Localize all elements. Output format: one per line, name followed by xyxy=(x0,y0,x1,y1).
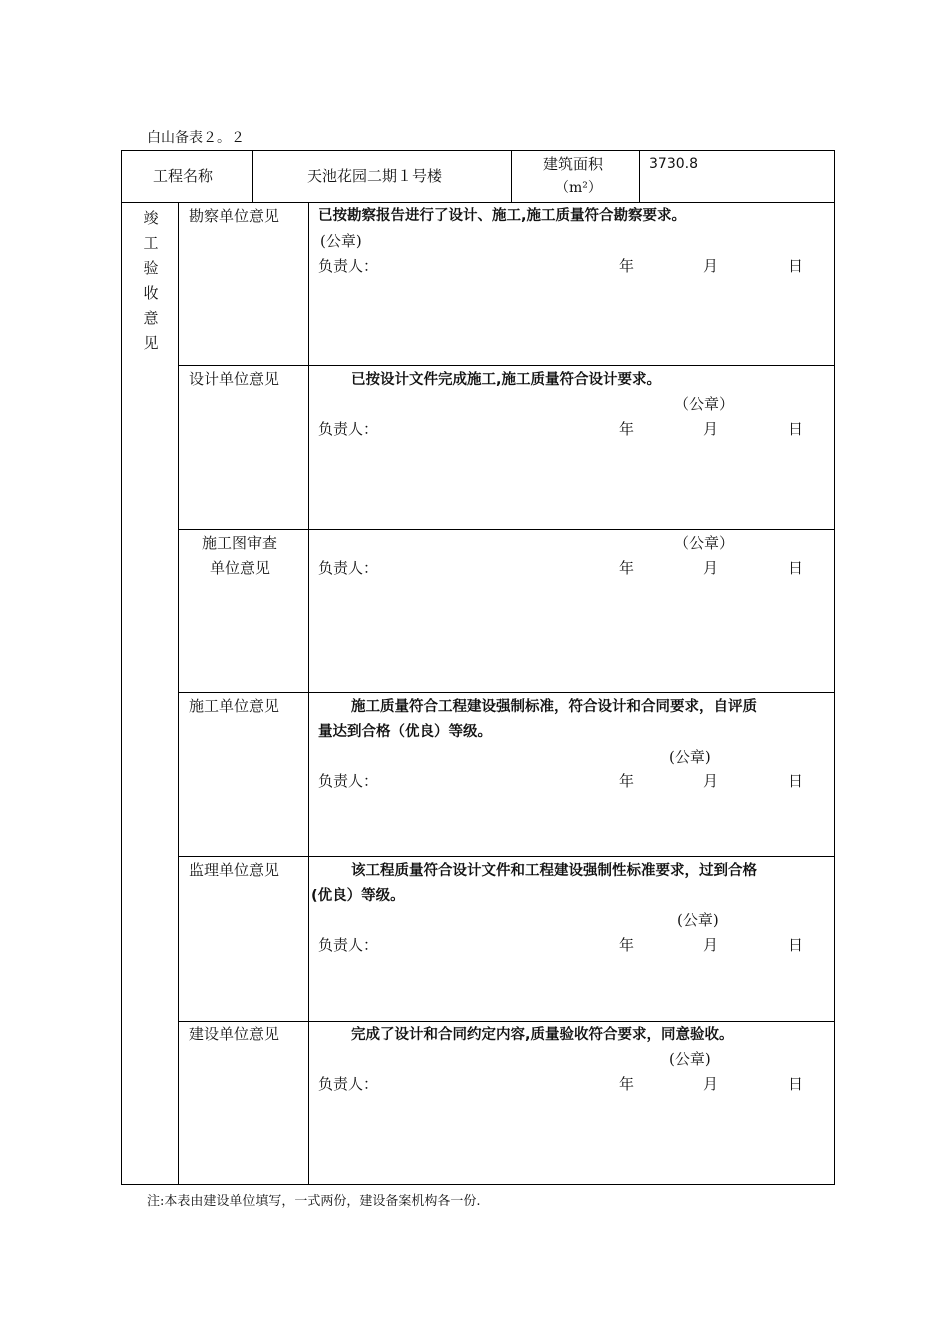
supervision-month: 月 xyxy=(703,936,719,954)
area-value: 3730.8 xyxy=(649,156,698,172)
drawing-review-year: 年 xyxy=(619,559,635,577)
construction-unit-label: 施工单位意见 xyxy=(189,697,280,715)
header-col-divider-2 xyxy=(511,151,512,202)
supervision-year: 年 xyxy=(619,936,635,954)
construction-responsible: 负责人： xyxy=(318,772,379,790)
supervision-opinion-1: 该工程质量符合设计文件和工程建设强制性标准要求，过到合格 xyxy=(351,863,757,879)
design-responsible: 负责人： xyxy=(318,420,379,438)
design-day: 日 xyxy=(788,420,804,438)
drawing-review-seal: （公章） xyxy=(674,534,735,552)
design-unit-label: 设计单位意见 xyxy=(189,370,280,388)
area-label: 建筑面积 xyxy=(543,155,604,173)
supervision-seal: (公章) xyxy=(677,911,719,929)
construction-seal: (公章) xyxy=(669,748,711,766)
label-col-divider xyxy=(308,202,309,1185)
row-divider-1 xyxy=(178,365,834,366)
drawing-review-responsible: 负责人： xyxy=(318,559,379,577)
row-divider-2 xyxy=(178,529,834,530)
side-char: 工 xyxy=(143,234,159,252)
supervision-day: 日 xyxy=(788,936,804,954)
side-col-divider xyxy=(178,202,179,1185)
construction-opinion-1: 施工质量符合工程建设强制标准，符合设计和合同要求，自评质 xyxy=(351,699,757,715)
header-col-divider-3 xyxy=(639,151,640,202)
construction-opinion-2: 量达到合格（优良）等级。 xyxy=(318,724,492,740)
project-name-value: 天池花园二期１号楼 xyxy=(307,167,443,185)
side-char: 意 xyxy=(143,309,159,327)
survey-unit-label: 勘察单位意见 xyxy=(189,207,280,225)
design-seal: （公章） xyxy=(674,395,735,413)
construction-month: 月 xyxy=(703,772,719,790)
acceptance-form xyxy=(121,150,835,1185)
footnote: 注:本表由建设单位填写，一式两份，建设备案机构各一份. xyxy=(147,1194,481,1209)
construction-day: 日 xyxy=(788,772,804,790)
form-code: 白山备表２。２ xyxy=(147,130,245,146)
owner-month: 月 xyxy=(703,1075,719,1093)
header-col-divider-1 xyxy=(252,151,253,202)
row-divider-3 xyxy=(178,692,834,693)
owner-unit-label: 建设单位意见 xyxy=(189,1025,280,1043)
owner-opinion: 完成了设计和合同约定内容,质量验收符合要求，同意验收。 xyxy=(351,1027,734,1043)
side-char: 见 xyxy=(143,334,159,352)
construction-year: 年 xyxy=(619,772,635,790)
survey-year: 年 xyxy=(619,257,635,275)
drawing-review-label-2: 单位意见 xyxy=(210,559,271,577)
design-month: 月 xyxy=(703,420,719,438)
supervision-unit-label: 监理单位意见 xyxy=(189,861,280,879)
area-unit: （m²） xyxy=(555,180,602,196)
survey-month: 月 xyxy=(703,257,719,275)
owner-seal: (公章) xyxy=(669,1050,711,1068)
side-char: 竣 xyxy=(143,209,159,227)
drawing-review-label-1: 施工图审查 xyxy=(202,534,278,552)
survey-seal: (公章) xyxy=(320,232,362,250)
design-year: 年 xyxy=(619,420,635,438)
survey-day: 日 xyxy=(788,257,804,275)
project-name-label: 工程名称 xyxy=(153,167,214,185)
survey-responsible: 负责人： xyxy=(318,257,379,275)
owner-day: 日 xyxy=(788,1075,804,1093)
design-opinion: 已按设计文件完成施工,施工质量符合设计要求。 xyxy=(351,372,662,388)
row-divider-4 xyxy=(178,856,834,857)
drawing-review-month: 月 xyxy=(703,559,719,577)
side-char: 收 xyxy=(143,284,159,302)
drawing-review-day: 日 xyxy=(788,559,804,577)
survey-opinion: 已按勘察报告进行了设计、施工,施工质量符合勘察要求。 xyxy=(318,208,687,224)
owner-year: 年 xyxy=(619,1075,635,1093)
supervision-opinion-2: (优良）等级。 xyxy=(311,888,405,904)
completion-acceptance-label xyxy=(140,206,162,356)
owner-responsible: 负责人： xyxy=(318,1075,379,1093)
supervision-responsible: 负责人： xyxy=(318,936,379,954)
header-divider xyxy=(122,202,834,203)
side-char: 验 xyxy=(143,259,159,277)
